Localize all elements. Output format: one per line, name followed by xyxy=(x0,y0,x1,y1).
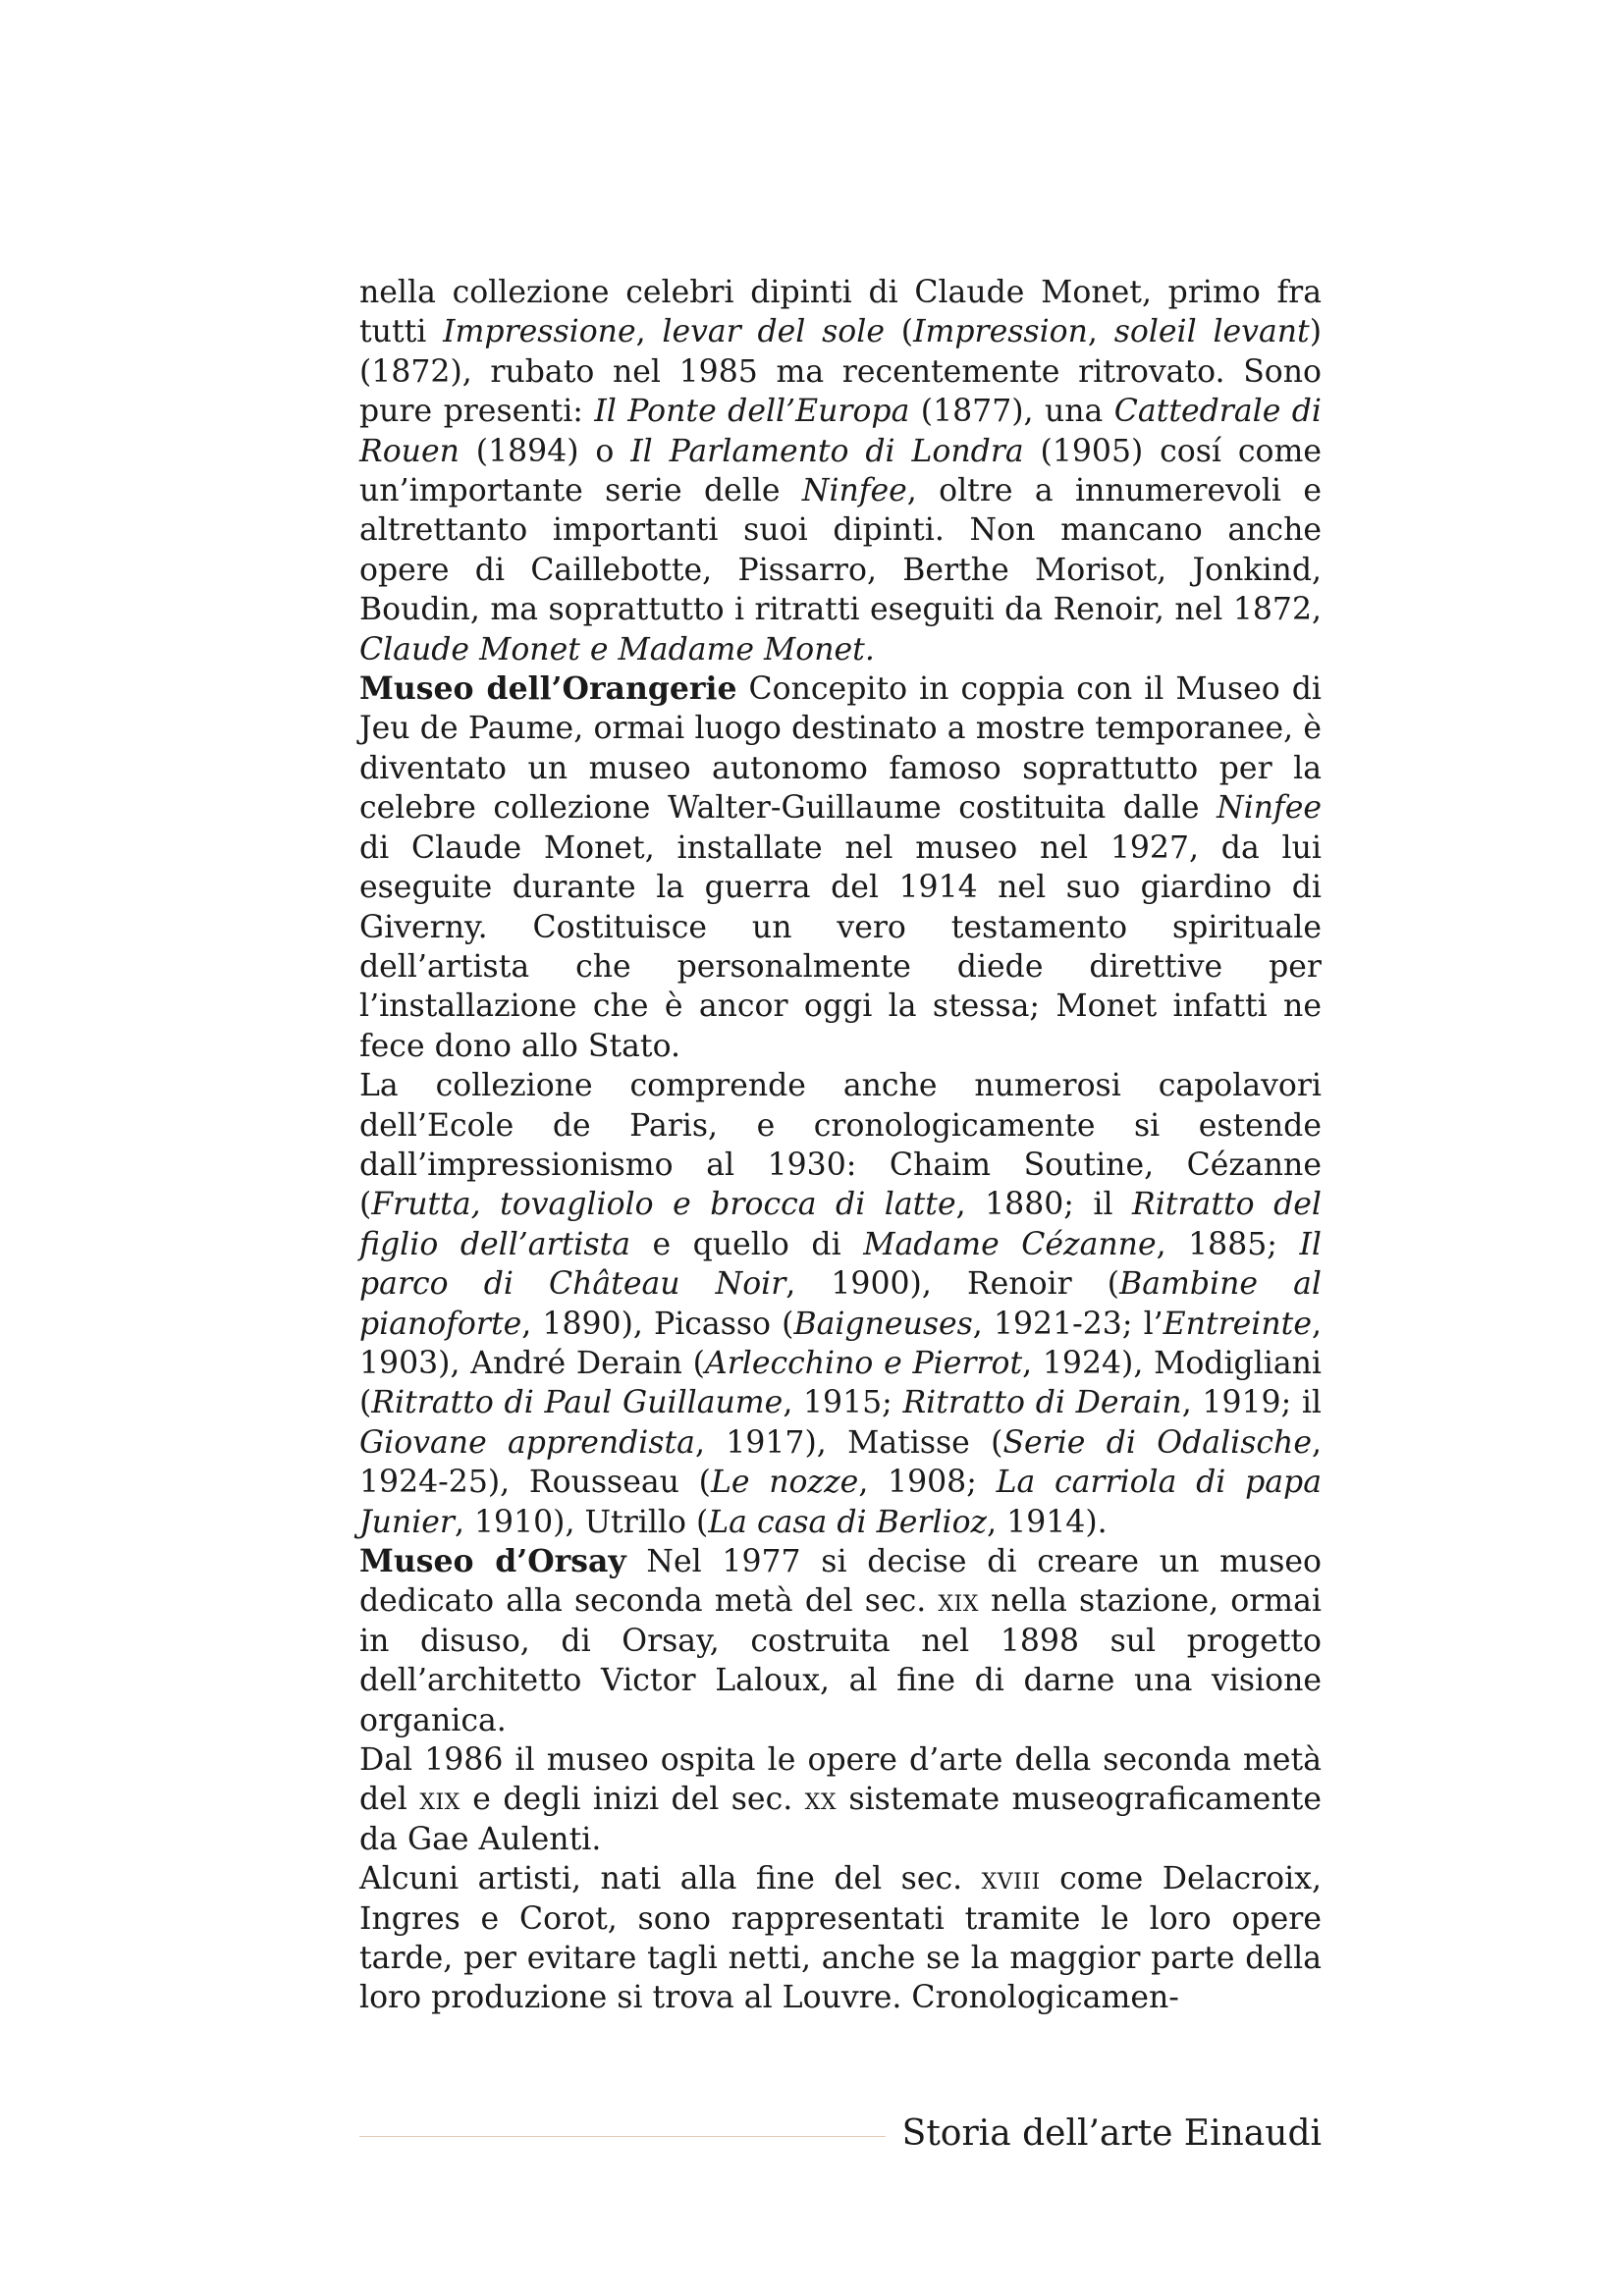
text-run: e degli inizi del sec. xyxy=(460,1782,805,1818)
text-run: , 1900), Renoir ( xyxy=(785,1266,1120,1303)
italic-title: Impression xyxy=(913,314,1088,350)
text-run: , 1880; il xyxy=(955,1187,1133,1223)
text-run: Dal 1986 il museo ospita le opere d’arte della seconda metà del xyxy=(359,1742,1322,1818)
text-run: di Claude Monet, installate nel museo nel 1927, da lui eseguite durante la guerra del 1914 nel suo giardino di Giverny. Costituisce un vero testamento spirituale dell’artista che personalmente diede direttive per l’installazione che è ancor oggi la stessa; Monet infatti ne fece dono allo Stato. xyxy=(359,829,1322,1064)
text-run: nella collezione celebri dipinti di Claude Monet, primo fra tutti xyxy=(359,275,1322,350)
italic-title: soleil levant xyxy=(1113,314,1310,350)
text-run: , 1908; xyxy=(858,1465,997,1501)
italic-title: Impressione xyxy=(443,314,636,350)
text-run: ) (1872), rubato nel 1985 ma recentemente ritrovato. Sono pure presenti: xyxy=(359,314,1322,430)
small-caps-numeral: xix xyxy=(419,1782,460,1818)
text-run: , 1924-25), Rousseau ( xyxy=(359,1424,1322,1501)
italic-title: Ritratto di Paul Guillaume xyxy=(371,1385,784,1421)
text-run: , xyxy=(635,314,663,350)
text-run: Alcuni artisti, nati alla fine del sec. xyxy=(359,1861,982,1897)
footer-rule xyxy=(359,2136,886,2137)
text-run: Nel 1977 si decise di creare un museo dedicato alla seconda metà del sec. xyxy=(359,1544,1322,1620)
italic-title: Le nozze xyxy=(710,1465,859,1501)
italic-title: Entreinte xyxy=(1163,1306,1312,1342)
text-run: , oltre a innumerevoli e altrettanto importanti suoi dipinti. Non mancano anche opere di Caillebotte, Pissarro, Berthe Morisot, Jonkind, Boudin, ma soprattutto i ritratti eseguiti da Renoir, nel 1872, xyxy=(359,473,1322,628)
italic-title: Il Ponte dell’Europa xyxy=(594,394,910,430)
text-run: , 1910), Utrillo ( xyxy=(454,1504,709,1540)
text-run: come Delacroix, Ingres e Corot, sono rappresentati tramite le loro opere tarde, per evitare tagli netti, anche se la maggior parte della loro produzione si trova al Louvre. Cronologicamen- xyxy=(359,1861,1322,2016)
small-caps-numeral: xviii xyxy=(981,1861,1041,1897)
small-caps-numeral: xx xyxy=(804,1782,837,1818)
italic-title: Ninfee xyxy=(801,473,907,509)
italic-title: levar del sole xyxy=(662,314,885,350)
paragraph xyxy=(359,1859,1322,2018)
text-run: Concepito in coppia con il Museo di Jeu de Paume, ormai luogo destinato a mostre temporanee, è diventato un museo autonomo famoso soprattutto per la celebre collezione Walter-Guillaume costituita dalle xyxy=(359,671,1322,827)
italic-title: Giovane apprendista xyxy=(359,1424,695,1461)
italic-title: Ninfee xyxy=(1217,790,1322,827)
italic-title: La carriola di papa Junier xyxy=(359,1465,1322,1540)
text-run: , 1903), André Derain ( xyxy=(359,1306,1322,1381)
text-run: nella stazione, ormai in disuso, di Orsay, costruita nel 1898 sul progetto dell’architetto Victor Laloux, al fine di darne una visione organica. xyxy=(359,1583,1322,1738)
italic-title: Il parco di Château Noir xyxy=(359,1226,1322,1303)
italic-title: Ritratto di Derain xyxy=(902,1385,1182,1421)
paragraph xyxy=(359,669,1322,1066)
text-run: , xyxy=(1087,314,1114,350)
italic-title: Cattedrale di Rouen xyxy=(359,394,1323,469)
text-run: , 1924), Modigliani ( xyxy=(359,1345,1322,1421)
text-run: (1877), una xyxy=(909,394,1114,430)
text-run: , 1917), Matisse ( xyxy=(694,1424,1003,1461)
text-run: ( xyxy=(885,314,914,350)
text-run: , 1919; il xyxy=(1181,1385,1323,1421)
italic-title: Claude Monet e Madame Monet. xyxy=(359,631,875,667)
text-run: sistemate museograficamente da Gae Aulenti. xyxy=(359,1782,1322,1857)
italic-title: Il Parlamento di Londra xyxy=(630,433,1024,469)
text-run: , 1885; xyxy=(1156,1226,1300,1262)
bold-heading: Museo d’Orsay xyxy=(359,1543,626,1579)
text-run: La collezione comprende anche numerosi capolavori dell’Ecole de Paris, e cronologicamente si estende dall’impressionismo al 1930: Chaim Soutine, Cézanne ( xyxy=(359,1068,1322,1223)
italic-title: Baigneuses xyxy=(793,1306,973,1342)
text-run: , 1915; xyxy=(783,1385,903,1421)
paragraph xyxy=(359,273,1322,669)
body-text xyxy=(359,273,1322,2018)
italic-title: Ritratto del figlio dell’artista xyxy=(359,1187,1322,1262)
text-run: (1905) cosí come un’importante serie delle xyxy=(359,433,1322,509)
paragraph xyxy=(359,1066,1322,1542)
text-run: (1894) o xyxy=(459,433,631,469)
small-caps-numeral: xix xyxy=(938,1583,979,1620)
paragraph xyxy=(359,1542,1322,1740)
text-run: , 1921-23; l’ xyxy=(972,1306,1163,1342)
italic-title: Madame Cézanne xyxy=(863,1226,1157,1262)
italic-title: La casa di Berlioz xyxy=(708,1504,988,1540)
bold-heading: Museo dell’Orangerie xyxy=(359,670,737,708)
footer-title: Storia dell’arte Einaudi xyxy=(901,2113,1322,2154)
italic-title: Frutta, tovagliolo e brocca di latte xyxy=(371,1187,956,1223)
italic-title: Arlecchino e Pierrot xyxy=(704,1345,1023,1381)
paragraph xyxy=(359,1740,1322,1859)
text-run: , 1890), Picasso ( xyxy=(521,1306,794,1342)
text-run: , 1914). xyxy=(987,1504,1108,1540)
text-run: e quello di xyxy=(629,1226,864,1262)
italic-title: Bambine al pianoforte xyxy=(359,1266,1322,1342)
italic-title: Serie di Odalische xyxy=(1002,1424,1312,1461)
